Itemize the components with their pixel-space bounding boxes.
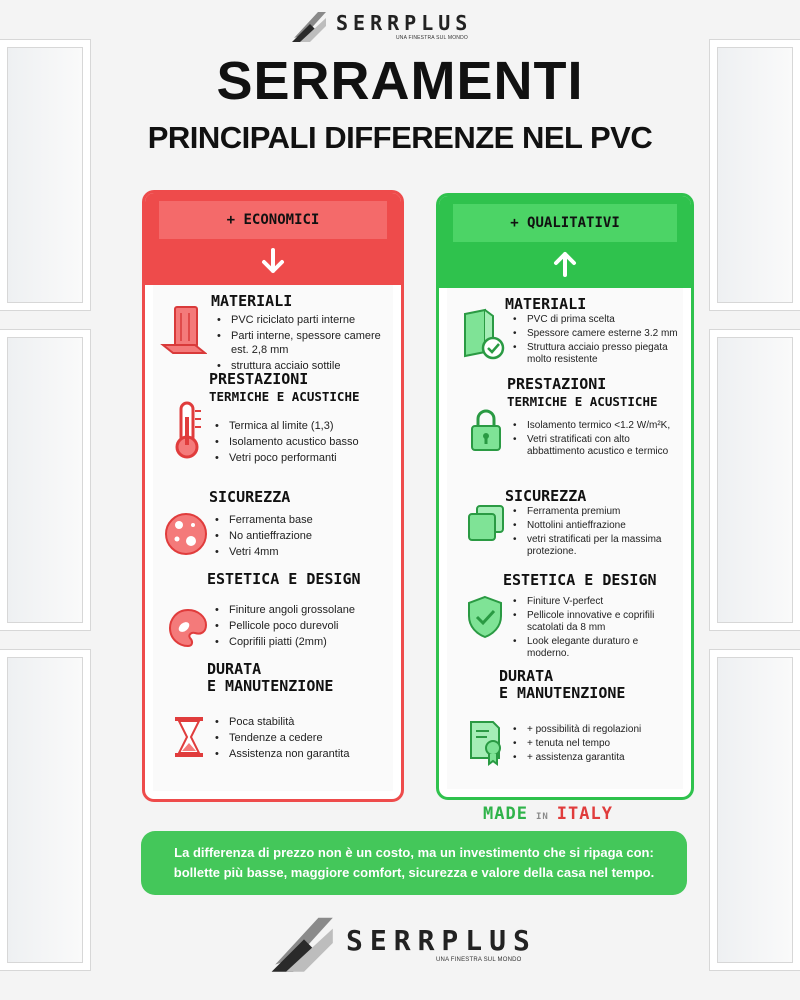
list-item: • struttura acciaio sottile <box>217 359 387 373</box>
list-item: • vetri stratificati per la massima protezione. <box>513 534 683 558</box>
quality-panel <box>436 193 694 800</box>
economic-panel <box>142 190 404 802</box>
list-item: • Tendenze a cedere <box>215 731 385 745</box>
list-item: • Termica al limite (1,3) <box>215 419 385 433</box>
shield-check-icon <box>465 594 505 640</box>
quality-panel-body <box>447 288 683 789</box>
prestazioni-bullets <box>513 420 683 460</box>
list-item: • No antieffrazione <box>215 529 385 543</box>
in-label: IN <box>535 812 549 822</box>
economic-panel-header <box>145 193 401 285</box>
section-title: SICUREZZA <box>209 488 291 506</box>
materiali-bullets <box>217 313 387 375</box>
list-item: • PVC di prima scelta <box>513 314 683 326</box>
list-item: • Finiture angoli grossolane <box>215 603 385 617</box>
list-item: • Pellicole innovative e coprifili scatolati da 8 mm <box>513 610 683 634</box>
banner-line-1: La differenza di prezzo non è un costo, ma un investimento che si ripaga con: <box>174 845 654 860</box>
durata-bullets <box>215 715 385 763</box>
list-item: • Vetri stratificati con alto abbattimento acustico e termico <box>513 434 683 458</box>
page-title: SERRAMENTI <box>216 51 584 111</box>
list-item: • Vetri poco performanti <box>215 451 385 465</box>
wood-plank-icon <box>159 303 207 357</box>
section-title: SICUREZZA <box>505 487 587 505</box>
page-subtitle: PRINCIPALI DIFFERENZE NEL PVC <box>147 120 653 155</box>
list-item: • Parti interne, spessore camere est. 2,8 mm <box>217 329 387 357</box>
brand-tagline: UNA FINESTRA SUL MONDO <box>436 956 522 963</box>
rust-spots-icon <box>163 511 209 557</box>
list-item: • Ferramenta premium <box>513 506 683 518</box>
profile-check-icon <box>461 306 505 362</box>
logo-mark-icon <box>268 908 340 978</box>
list-item: • Isolamento acustico basso <box>215 435 385 449</box>
certificate-icon <box>467 718 507 766</box>
section-title: MATERIALI <box>211 292 293 310</box>
list-item: • Look elegante duraturo e moderno. <box>513 636 683 660</box>
list-item: • Assistenza non garantita <box>215 747 385 761</box>
list-item: • + tenuta nel tempo <box>513 738 683 750</box>
brand-logo-top <box>290 8 472 44</box>
brand-logo-bottom <box>268 908 537 978</box>
list-item: • + assistenza garantita <box>513 752 683 764</box>
economic-panel-body <box>153 285 393 791</box>
logo-mark-icon <box>290 8 330 44</box>
layers-icon <box>465 502 507 544</box>
section-title: MATERIALI <box>505 295 587 313</box>
quality-panel-header <box>439 196 691 288</box>
section-title: PRESTAZIONI TERMICHE E ACUSTICHE <box>507 375 658 409</box>
list-item: • Nottolini antieffrazione <box>513 520 683 532</box>
list-item: • PVC riciclato parti interne <box>217 313 387 327</box>
arrow-up-icon <box>549 248 581 280</box>
estetica-bullets <box>215 603 385 651</box>
country-label: ITALY <box>556 804 613 824</box>
durata-bullets <box>513 724 683 766</box>
prestazioni-bullets <box>215 419 385 467</box>
list-item: • Spessore camere esterne 3.2 mm <box>513 328 683 340</box>
list-item: • Coprifili piatti (2mm) <box>215 635 385 649</box>
arrow-down-icon <box>257 245 289 277</box>
value-banner <box>141 831 687 895</box>
estetica-bullets <box>513 596 683 662</box>
hourglass-icon <box>173 715 205 759</box>
list-item: • Isolamento termico <1.2 W/m²K, <box>513 420 683 432</box>
list-item: • Struttura acciaio presso piegata molto resistente <box>513 342 683 366</box>
list-item: • Ferramenta base <box>215 513 385 527</box>
made-label: MADE <box>483 804 528 824</box>
list-item: • Poca stabilità <box>215 715 385 729</box>
list-item: • Vetri 4mm <box>215 545 385 559</box>
economic-header-label: + ECONOMICI <box>159 201 387 239</box>
list-item: • + possibilità di regolazioni <box>513 724 683 736</box>
materiali-bullets <box>513 314 683 368</box>
brand-name: SERRPLUS <box>346 923 537 957</box>
made-in-italy <box>483 804 613 824</box>
quality-header-label: + QUALITATIVI <box>453 204 677 242</box>
brand-name: SERRPLUS <box>336 11 473 35</box>
thermometer-icon <box>169 401 205 461</box>
section-title: DURATA E MANUTENZIONE <box>499 667 626 702</box>
sicurezza-bullets <box>513 506 683 560</box>
palette-icon <box>167 607 209 649</box>
sicurezza-bullets <box>215 513 385 561</box>
list-item: • Pellicole poco durevoli <box>215 619 385 633</box>
section-title: ESTETICA E DESIGN <box>503 571 657 589</box>
section-title: DURATA E MANUTENZIONE <box>207 660 334 695</box>
brand-tagline: UNA FINESTRA SUL MONDO <box>396 35 469 41</box>
list-item: • Finiture V-perfect <box>513 596 683 608</box>
section-title: PRESTAZIONI TERMICHE E ACUSTICHE <box>209 370 360 404</box>
padlock-icon <box>469 408 503 452</box>
banner-line-2: bollette più basse, maggiore comfort, sicurezza e valore della casa nel tempo. <box>173 865 655 880</box>
section-title: ESTETICA E DESIGN <box>207 570 361 588</box>
